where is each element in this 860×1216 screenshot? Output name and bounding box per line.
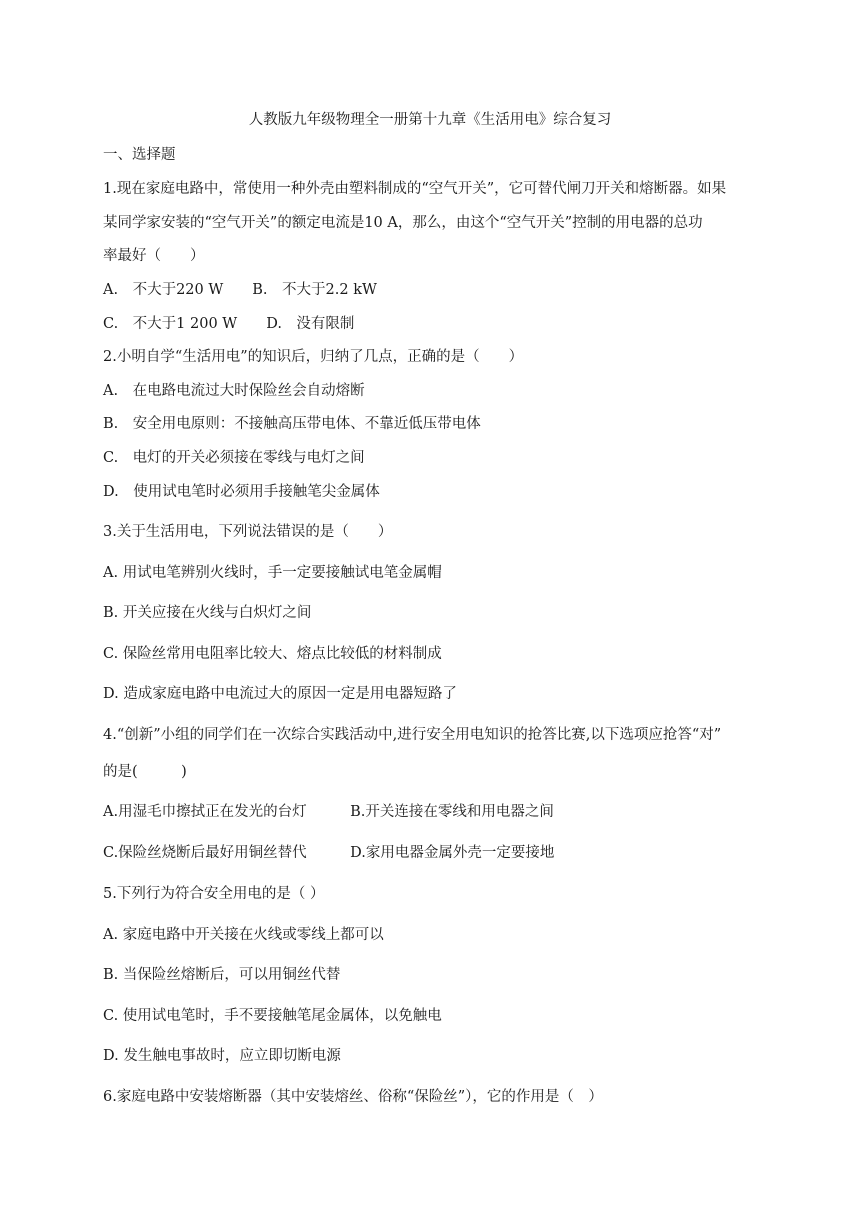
section-heading: 一、选择题 — [103, 147, 176, 163]
option-line: C. 使用试电笔时，手不要接触笔尾金属体，以免触电 — [103, 1008, 442, 1024]
option-line: D. 发生触电事故时，应立即切断电源 — [103, 1048, 341, 1064]
question-stem-line: 3.关于生活用电，下列说法错误的是（ ） — [103, 524, 393, 540]
option-line: C. 不大于1 200 W D. 没有限制 — [103, 316, 355, 332]
option-line: D. 造成家庭电路中电流过大的原因一定是用电器短路了 — [103, 686, 457, 702]
option-line: B. 当保险丝熔断后，可以用铜丝代替 — [103, 967, 341, 983]
question-stem-line: 4.“创新”小组的同学们在一次综合实践活动中,进行安全用电知识的抢答比赛,以下选项应抢答“对” — [103, 727, 722, 743]
question-stem-line: 某同学家安装的“空气开关”的额定电流是10 A，那么，由这个“空气开关”控制的用电器的总功 — [103, 215, 703, 231]
question-stem-line: 6.家庭电路中安装熔断器（其中安装熔丝、俗称“保险丝”），它的作用是（ ） — [103, 1089, 603, 1105]
option-line: A.用湿毛巾擦拭正在发光的台灯 B.开关连接在零线和用电器之间 — [103, 804, 554, 820]
question-stem-line: 的是( ) — [103, 764, 187, 780]
option-line: B. 开关应接在火线与白炽灯之间 — [103, 605, 312, 621]
question-stem-line: 5.下列行为符合安全用电的是（ ） — [103, 886, 325, 902]
option-line: A. 在电路电流过大时保险丝会自动熔断 — [103, 383, 365, 399]
option-line: C. 电灯的开关必须接在零线与电灯之间 — [103, 450, 365, 466]
option-line: B. 安全用电原则：不接触高压带电体、不靠近低压带电体 — [103, 416, 481, 432]
option-line: C. 保险丝常用电阻率比较大、熔点比较低的材料制成 — [103, 646, 442, 662]
option-line: A. 家庭电路中开关接在火线或零线上都可以 — [103, 927, 384, 943]
option-line: D. 使用试电笔时必须用手接触笔尖金属体 — [103, 484, 380, 500]
option-line: A. 用试电笔辨别火线时，手一定要接触试电笔金属帽 — [103, 565, 442, 581]
option-line: A. 不大于220 W B. 不大于2.2 kW — [103, 282, 377, 298]
question-stem-line: 1.现在家庭电路中，常使用一种外壳由塑料制成的“空气开关”，它可替代闸刀开关和熔断器。如果 — [103, 181, 727, 197]
option-line: C.保险丝烧断后最好用铜丝替代 D.家用电器金属外壳一定要接地 — [103, 845, 555, 861]
question-stem-line: 2.小明自学“生活用电”的知识后，归纳了几点，正确的是（ ） — [103, 349, 524, 365]
document-title: 人教版九年级物理全一册第十九章《生活用电》综合复习 — [248, 112, 612, 128]
question-stem-line: 率最好（ ） — [103, 248, 205, 264]
